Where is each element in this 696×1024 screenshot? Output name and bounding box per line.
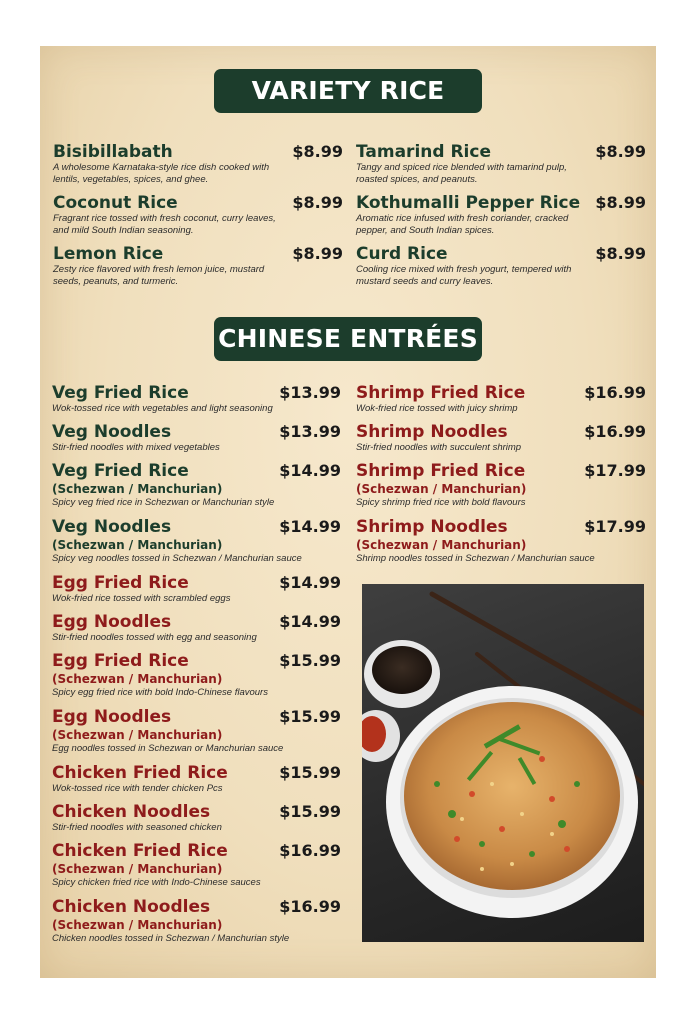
item-description: Shrimp noodles tossed in Schezwan / Manchurian sauce <box>356 553 595 564</box>
item-name: Chicken Noodles <box>52 802 211 822</box>
item-name: Coconut Rice <box>53 193 178 213</box>
item-description: Egg noodles tossed in Schezwan or Manchurian sauce <box>52 743 284 754</box>
menu-item <box>52 707 341 755</box>
item-description: Stir-fried noodles with succulent shrimp <box>356 442 522 453</box>
item-description: Wok-tossed rice with tender chicken Pcs <box>52 783 223 794</box>
item-description: Chicken noodles tossed in Schezwan / Manchurian style <box>52 933 290 944</box>
menu-item <box>52 517 341 565</box>
item-description: Stir-fried noodles with seasoned chicken <box>52 822 222 833</box>
item-description: Spicy veg noodles tossed in Schezwan / Manchurian sauce <box>52 553 302 564</box>
menu-item <box>52 573 341 605</box>
item-price: $8.99 <box>595 193 646 212</box>
item-description: Spicy egg fried rice with bold Indo-Chinese flavours <box>52 687 268 698</box>
item-name: Chicken Noodles <box>52 897 211 917</box>
item-name: Shrimp Noodles <box>356 517 508 537</box>
item-name: Veg Noodles <box>52 422 172 442</box>
item-variant: (Schezwan / Manchurian) <box>52 728 223 742</box>
fried-rice-bowl-icon <box>362 584 644 942</box>
menu-item <box>52 841 341 889</box>
item-variant: (Schezwan / Manchurian) <box>356 538 527 552</box>
item-price: $17.99 <box>584 461 646 480</box>
menu-item <box>356 142 646 186</box>
menu-item <box>356 422 646 454</box>
item-name: Egg Fried Rice <box>52 573 189 593</box>
item-price: $16.99 <box>584 422 646 441</box>
fried-rice-photo <box>362 584 644 942</box>
item-name: Shrimp Noodles <box>356 422 508 442</box>
item-description: Fragrant rice tossed with fresh coconut, curry leaves, and mild South Indian seasoning. <box>53 213 276 236</box>
menu-item <box>356 383 646 415</box>
menu-item <box>52 461 341 509</box>
item-name: Veg Noodles <box>52 517 172 537</box>
item-description: Spicy chicken fried rice with Indo-Chinese sauces <box>52 877 261 888</box>
item-price: $13.99 <box>279 383 341 402</box>
item-variant: (Schezwan / Manchurian) <box>52 672 223 686</box>
section-title-variety-rice: VARIETY RICE <box>214 69 482 113</box>
menu-item <box>53 142 343 186</box>
item-description: Aromatic rice infused with fresh coriander, cracked pepper, and South Indian spices. <box>356 213 569 236</box>
item-description: Stir-fried noodles tossed with egg and seasoning <box>52 632 257 643</box>
item-price: $15.99 <box>279 651 341 670</box>
item-price: $8.99 <box>595 244 646 263</box>
item-name: Bisibillabath <box>53 142 173 162</box>
item-variant: (Schezwan / Manchurian) <box>52 862 223 876</box>
item-description: Zesty rice flavored with fresh lemon juice, mustard seeds, peanuts, and turmeric. <box>53 264 265 287</box>
menu-item <box>52 802 341 834</box>
menu-item <box>53 193 343 237</box>
item-description: Wok-fried rice tossed with juicy shrimp <box>356 403 518 414</box>
menu-item <box>52 383 341 415</box>
item-description: Wok-fried rice tossed with scrambled eggs <box>52 593 231 604</box>
item-variant: (Schezwan / Manchurian) <box>52 482 223 496</box>
item-description: Cooling rice mixed with fresh yogurt, tempered with mustard seeds and curry leaves. <box>356 264 572 287</box>
item-name: Chicken Fried Rice <box>52 763 228 783</box>
item-price: $8.99 <box>292 193 343 212</box>
item-name: Egg Fried Rice <box>52 651 189 671</box>
item-price: $14.99 <box>279 573 341 592</box>
item-name: Shrimp Fried Rice <box>356 383 526 403</box>
menu-item <box>52 651 341 699</box>
item-name: Shrimp Fried Rice <box>356 461 526 481</box>
item-price: $8.99 <box>595 142 646 161</box>
item-price: $14.99 <box>279 612 341 631</box>
item-price: $16.99 <box>279 841 341 860</box>
section-title-chinese-entrees: CHINESE ENTRÉES <box>214 317 482 361</box>
item-variant: (Schezwan / Manchurian) <box>356 482 527 496</box>
menu-item <box>356 244 646 288</box>
item-description: Spicy veg fried rice in Schezwan or Manchurian style <box>52 497 275 508</box>
item-name: Veg Fried Rice <box>52 383 189 403</box>
menu-item <box>52 763 341 795</box>
menu-page <box>40 46 656 978</box>
item-price: $14.99 <box>279 517 341 536</box>
item-price: $15.99 <box>279 802 341 821</box>
item-name: Chicken Fried Rice <box>52 841 228 861</box>
item-price: $14.99 <box>279 461 341 480</box>
item-name: Curd Rice <box>356 244 448 264</box>
item-name: Egg Noodles <box>52 612 172 632</box>
item-description: Tangy and spiced rice blended with tamarind pulp, roasted spices, and peanuts. <box>356 162 567 185</box>
item-description: Spicy shrimp fried rice with bold flavours <box>356 497 526 508</box>
item-variant: (Schezwan / Manchurian) <box>52 918 223 932</box>
menu-item <box>52 612 341 644</box>
item-price: $15.99 <box>279 763 341 782</box>
menu-item <box>53 244 343 288</box>
menu-item <box>356 193 646 237</box>
item-name: Kothumalli Pepper Rice <box>356 193 581 213</box>
item-price: $13.99 <box>279 422 341 441</box>
menu-item <box>52 897 341 945</box>
item-name: Egg Noodles <box>52 707 172 727</box>
item-price: $15.99 <box>279 707 341 726</box>
item-price: $8.99 <box>292 142 343 161</box>
item-name: Lemon Rice <box>53 244 164 264</box>
item-description: A wholesome Karnataka-style rice dish cooked with lentils, vegetables, spices, and ghee. <box>53 162 270 185</box>
item-variant: (Schezwan / Manchurian) <box>52 538 223 552</box>
menu-item <box>356 461 646 509</box>
menu-item <box>52 422 341 454</box>
item-description: Stir-fried noodles with mixed vegetables <box>52 442 220 453</box>
item-price: $8.99 <box>292 244 343 263</box>
item-name: Tamarind Rice <box>356 142 491 162</box>
item-price: $16.99 <box>279 897 341 916</box>
item-price: $16.99 <box>584 383 646 402</box>
menu-item <box>356 517 646 565</box>
item-name: Veg Fried Rice <box>52 461 189 481</box>
item-price: $17.99 <box>584 517 646 536</box>
item-description: Wok-tossed rice with vegetables and light seasoning <box>52 403 273 414</box>
